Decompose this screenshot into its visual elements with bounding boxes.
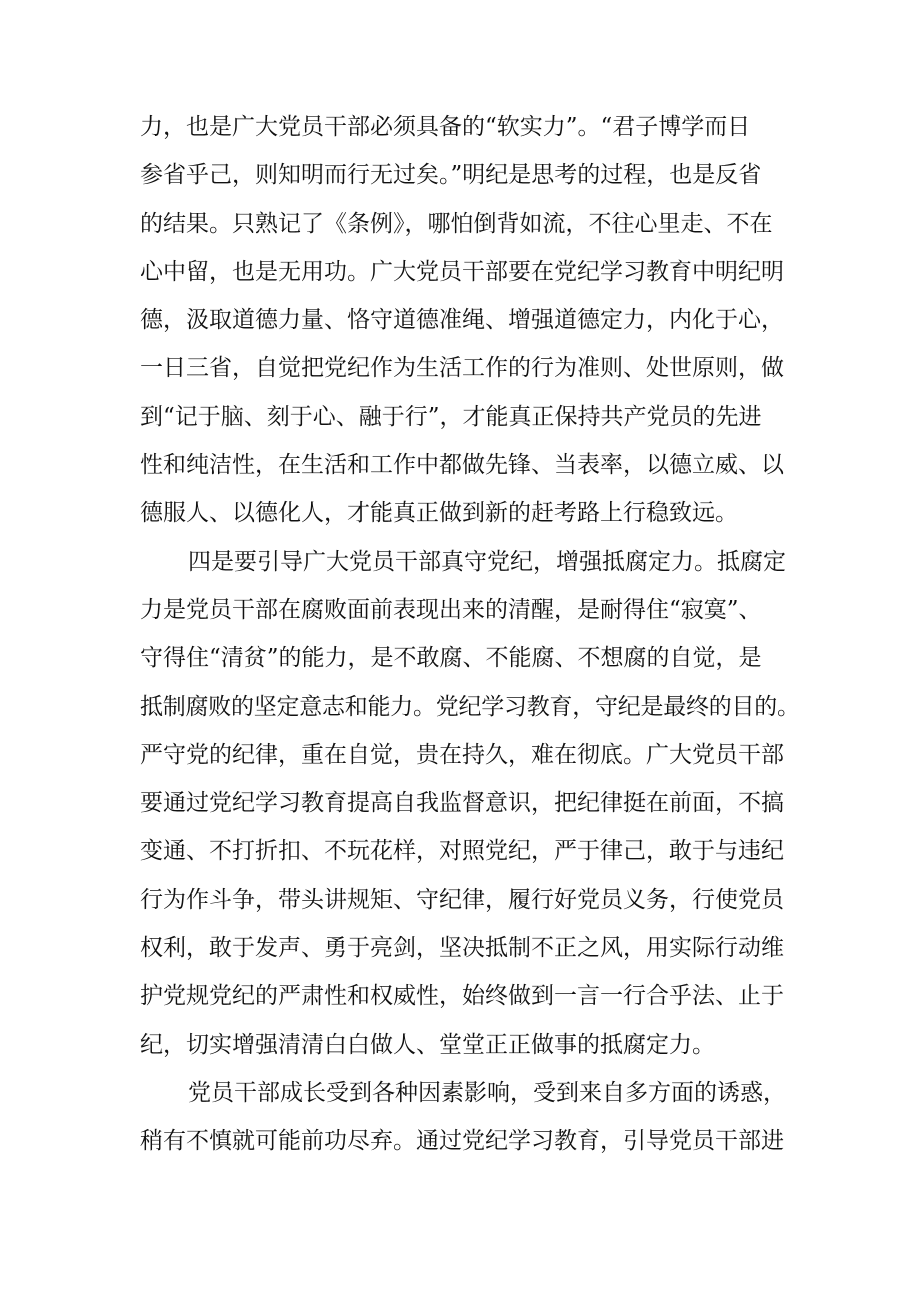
text-line: 稍有不慎就可能前功尽弃。通过党纪学习教育，引导党员干部进 — [140, 1128, 784, 1155]
text-line: 德服人、以德化人，才能真正做到新的赶考路上行稳致远。 — [140, 500, 738, 527]
text-line: 一日三省，自觉把党纪作为生活工作的行为准则、处世原则，做 — [140, 355, 784, 382]
text-line: 的结果。只熟记了《条例》，哪怕倒背如流，不往心里走、不在 — [140, 210, 773, 237]
text-line: 参省乎己，则知明而行无过矣。”明纪是思考的过程，也是反省 — [140, 162, 762, 189]
text-line: 到“记于脑、刻于心、融于行”，才能真正保持共产党员的先进 — [140, 403, 762, 430]
text-line: 性和纯洁性，在生活和工作中都做先锋、当表率，以德立威、以 — [140, 452, 784, 479]
text-line: 力，也是广大党员干部必须具备的“软实力”。“君子博学而日 — [140, 114, 751, 140]
text-line: 抵制腐败的坚定意志和能力。党纪学习教育，守纪是最终的目的。 — [140, 693, 800, 720]
text-line: 德，汲取道德力量、恪守道德准绳、增强道德定力，内化于心， — [140, 307, 784, 334]
text-line: 心中留，也是无用功。广大党员干部要在党纪学习教育中明纪明 — [140, 258, 784, 285]
body-text — [140, 103, 800, 1166]
text-line: 力是党员干部在腐败面前表现出来的清醒，是耐得住“寂寞”、 — [140, 596, 762, 623]
text-line: 行为作斗争，带头讲规矩、守纪律，履行好党员义务，行使党员 — [140, 886, 784, 913]
paragraph-start-line: 四是要引导广大党员干部真守党纪，增强抵腐定力。抵腐定 — [188, 548, 786, 575]
text-line: 守得住“清贫”的能力，是不敢腐、不能腐、不想腐的自觉，是 — [140, 645, 762, 672]
text-line: 变通、不打折扣、不玩花样，对照党纪，严于律己，敢于与违纪 — [140, 838, 784, 865]
text-line: 权利，敢于发声、勇于亮剑，坚决抵制不正之风，用实际行动维 — [140, 935, 784, 962]
text-line: 纪，切实增强清清白白做人、堂堂正正做事的抵腐定力。 — [140, 1031, 715, 1058]
paragraph-start-line: 党员干部成长受到各种因素影响，受到来自多方面的诱惑， — [188, 1079, 786, 1106]
text-line: 护党规党纪的严肃性和权威性，始终做到一言一行合乎法、止于 — [140, 983, 784, 1010]
text-line: 要通过党纪学习教育提高自我监督意识，把纪律挺在前面，不搞 — [140, 790, 784, 817]
text-line: 严守党的纪律，重在自觉，贵在持久，难在彻底。广大党员干部 — [140, 741, 784, 768]
